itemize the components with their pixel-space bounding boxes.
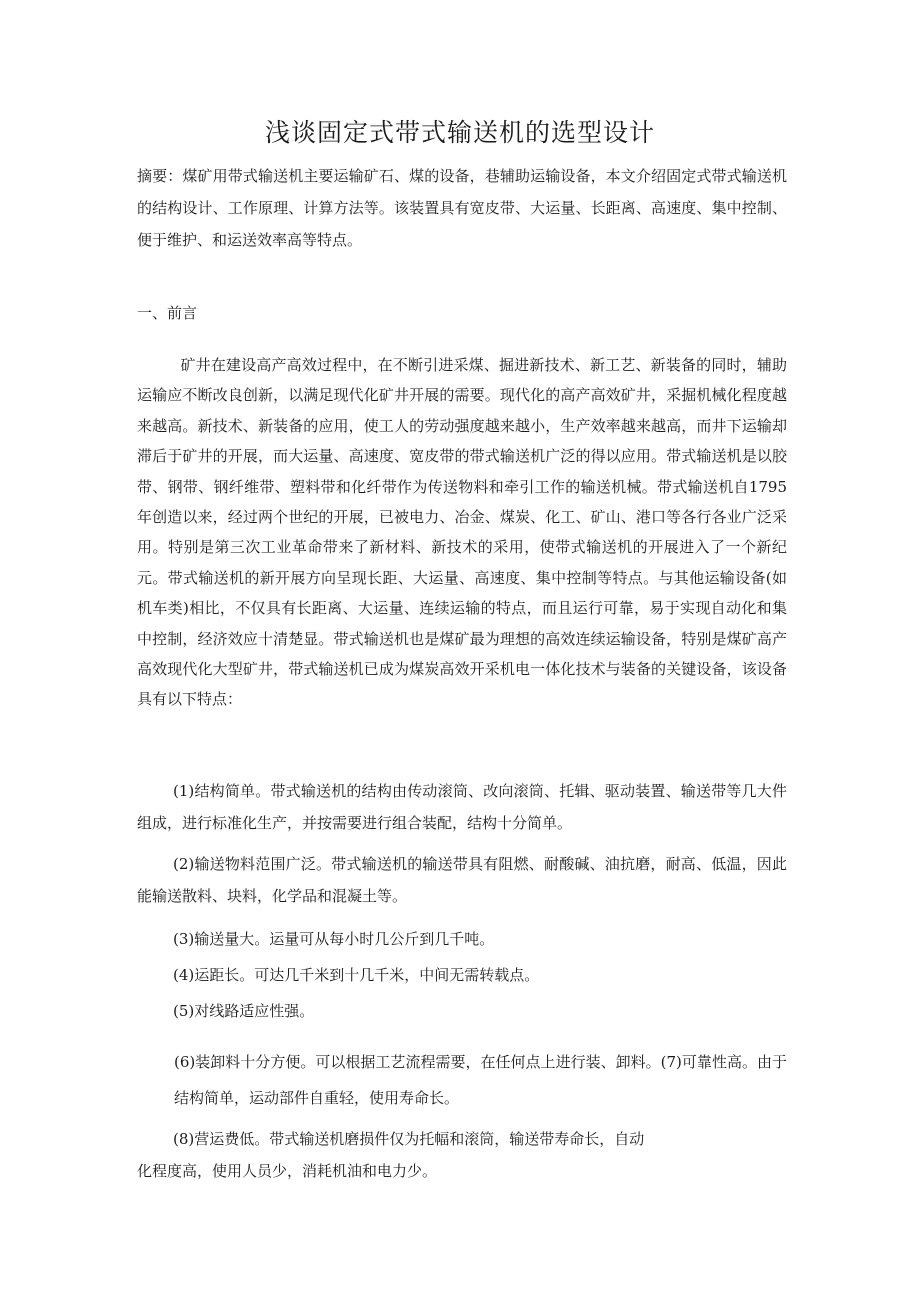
feature-item-8 — [137, 1123, 787, 1187]
feature-item-4: (4)运距长。可达几千米到十几千米，中间无需转载点。 — [173, 966, 540, 984]
section-heading-preface: 一、前言 — [137, 304, 198, 322]
feature-item-1: (1)结构简单。带式输送机的结构由传动滚筒、改向滚筒、托辑、驱动装置、输送带等几大件组成，进行标准化生产，并按需要进行组合装配，结构十分简单。 — [137, 782, 787, 832]
feature-item-2: (2)输送物料范围广泛。带式输送机的输送带具有阻燃、耐酸碱、油抗磨，耐高、低温，因此能输送散料、块料，化学品和混凝土等。 — [137, 855, 787, 905]
feature-item-5: (5)对线路适应性强。 — [173, 1002, 315, 1020]
document-title: 浅谈固定式带式输送机的选型设计 — [264, 118, 655, 147]
preface-paragraph: 矿井在建设高产高效过程中，在不断引进采煤、掘进新技术、新工艺、新装备的同时，辅助运输应不断改良创新，以满足现代化矿井开展的需要。现代化的高产高效矿井，采掘机械化程度越来越高。新技术、新装备的应用，使工人的劳动强度越来越小，生产效率越来越高，而井下运输却滞后于矿井的开展，而大运量、高速度、宽皮带的带式输送机广泛的得以应用。带式输送机是以胶带、钢带、钢纤维带、塑料带和化纤带作为传送物料和牵引工作的输送机械。带式输送机自1795年创造以来，经过两个世纪的开展，已被电力、冶金、煤炭、化工、矿山、港口等各行各业广泛采用。特别是第三次工业革命带来了新材料、新技术的采用，使带式输送机的开展进入了一个新纪元。带式输送机的新开展方向呈现长距、大运量、高速度、集中控制等特点。与其他运输设备(如机车类)相比，不仅具有长距离、大运量、连续运输的特点，而且运行可靠，易于实现自动化和集中控制，经济效应十清楚显。带式输送机也是煤矿最为理想的高效连续运输设备，特别是煤矿高产高效现代化大型矿井，带式输送机已成为煤炭高效开采机电一体化技术与装备的关键设备，该设备具有以下特点： — [137, 356, 787, 709]
feature-item-6-7: (6)装卸料十分方便。可以根据工艺流程需要，在任何点上进行装、卸料。(7)可靠性高。由于结构简单，运动部件自重轻，使用寿命长。 — [174, 1053, 787, 1107]
feature-item-3: (3)输送量大。运量可从每小时几公斤到几千吨。 — [173, 930, 495, 948]
feature-item-8-line-2: 化程度高，使用人员少，消耗机油和电力少。 — [137, 1162, 438, 1180]
abstract-paragraph: 摘要：煤矿用带式输送机主要运输矿石、煤的设备，巷辅助运输设备，本文介绍固定式带式输送机的结构设计、工作原理、计算方法等。该装置具有宽皮带、大运量、长距离、高速度、集中控制、便于维护、和运送效率高等特点。 — [137, 167, 787, 249]
feature-item-8-line-1: (8)营运费低。带式输送机磨损件仅为托幅和滚筒，输送带寿命长，自动 — [173, 1130, 645, 1148]
